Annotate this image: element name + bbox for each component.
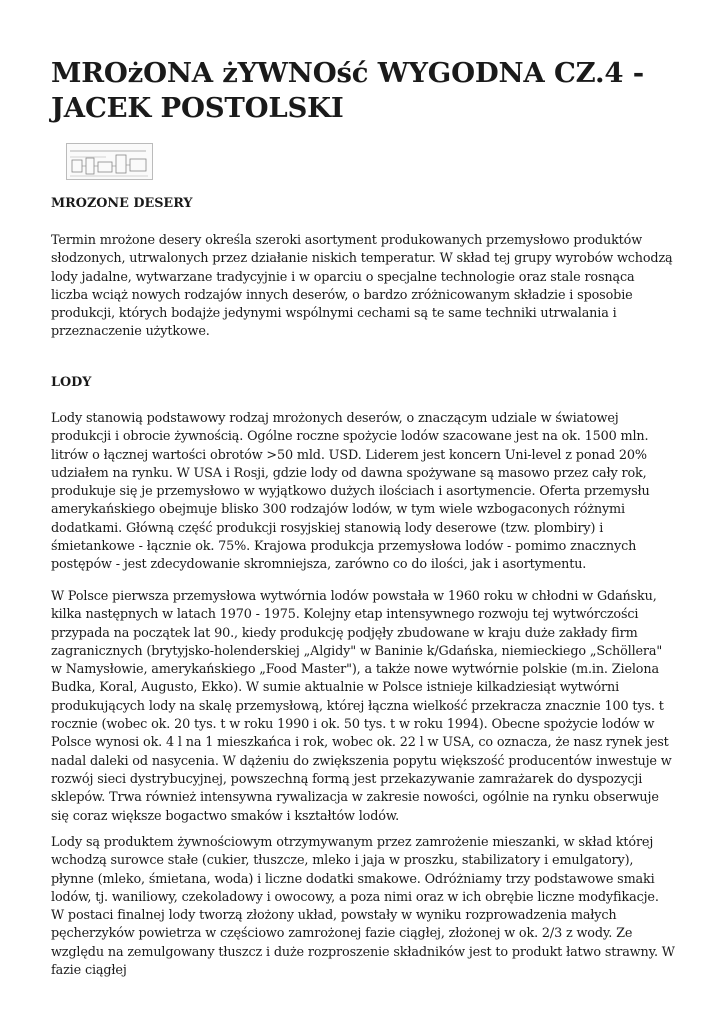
paragraph: Lody są produktem żywnościowym otrzymywanym przez zamrożenie mieszanki, w skład której wchodzą surowce stałe (cukier, tłuszcze, mleko i jaja w proszku, stabilizatory i emulgatory), płynne (mleko, śmietana, woda) i liczne dodatki smakowe. Odróżniamy trzy podstawowe smaki lodów, tj. waniliowy, czekoladowy i owocowy, a poza nimi oraz w ich obrębie liczne modyfikacje. W postaci finalnej lody tworzą złożony układ, powstały w wyniku rozprowadzenia małych pęcherzyków powietrza w częściowo zamrożonej fazie ciągłej, złożonej w ok. 2/3 z wody. Ze względu na zemulgowany tłuszcz i duże rozproszenie składników jest to produkt łatwo strawny. W fazie ciągłej bbox=[51, 835, 675, 979]
paragraph: W Polsce pierwsza przemysłowa wytwórnia lodów powstała w 1960 roku w chłodni w Gdańsku, kilka następnych w latach 1970 - 1975. Kolejny etap intensywnego rozwoju tej wytwórczości przypada na początek lat 90., kiedy produkcję podjęły zbudowane w kraju duże zakłady firm zagranicznych (brytyjsko-holenderskiej „Algidy" w Baninie k/Gdańska, niemieckiego „Schöllera" w Namysłowie, amerykańskiego „Food Master"), a także nowe wytwórnie polskie (m.in. Zielona Budka, Koral, Augusto, Ekko). W sumie aktualnie w Polsce istnieje kilkadziesiąt wytwórni produkujących lody na skalę przemysłową, której łączna wielkość przekracza znacznie 100 tys. t rocznie (wobec ok. 20 tys. t w roku 1990 i ok. 50 tys. t w roku 1994). Obecne spożycie lodów w Polsce wynosi ok. 4 l na 1 mieszkańca i rok, wobec ok. 22 l w USA, co oznacza, że nasz rynek jest nadal daleki od nasycenia. W dążeniu do zwiększenia popytu większość producentów inwestuje w rozwój sieci dystrybucyjnej, powszechną formą jest przekazywanie zamrażarek do dyspozycji sklepów. Trwa również intensywna rywalizacja w zakresie nowości, ogólnie na rynku obserwuje się coraz większe bogactwo smaków i kształtów lodów. bbox=[51, 589, 672, 824]
paragraph: Lody stanowią podstawowy rodzaj mrożonych deserów, o znaczącym udziale w światowej produkcji i obrocie żywnością. Ogólne roczne spożycie lodów szacowane jest na ok. 1500 mln. litrów o łącznej wartości obrotów >50 mld. USD. Liderem jest koncern Uni-level z ponad 20% udziałem na rynku. W USA i Rosji, gdzie lody od dawna spożywane są masowo przez cały rok, produkuje się je przemysłowo w wyjątkowo dużych ilościach i asortymencie. Oferta przemysłu amerykańskiego obejmuje blisko 300 rodzajów lodów, w tym wiele wzbogaconych różnymi dodatkami. Główną część produkcji rosyjskiej stanowią lody deserowe (tzw. plombiry) i śmietankowe - łącznie ok. 75%. Krajowa produkcja przemysłowa lodów - pomimo znacznych postępów - jest zdecydowanie skromniejsza, zarówno co do ilości, jak i asortymentu. bbox=[51, 411, 650, 573]
document-diagram-thumbnail-icon[interactable] bbox=[66, 143, 153, 180]
section-heading-lody: LODY bbox=[51, 375, 92, 390]
paragraph: Termin mrożone desery określa szeroki asortyment produkowanych przemysłowo produktów słodzonych, utrwalonych przez działanie niskich temperatur. W skład tej grupy wyrobów wchodzą lody jadalne, wytwarzane tradycyjnie i w oparciu o specjalne technologie oraz stale rosnąca liczba wciąż nowych rodzajów innych deserów, o bardzo zróżnicowanym składzie i sposobie produkcji, których bodajże jedynymi wspólnymi cechami są te same techniki utrwalania i przeznaczenie użytkowe. bbox=[51, 233, 673, 340]
page-title: MROżONA żYWNOść WYGODNA CZ.4 - JACEK POSTOLSKI bbox=[51, 57, 644, 124]
section-heading-mrozone-desery: MROZONE DESERY bbox=[51, 196, 193, 211]
